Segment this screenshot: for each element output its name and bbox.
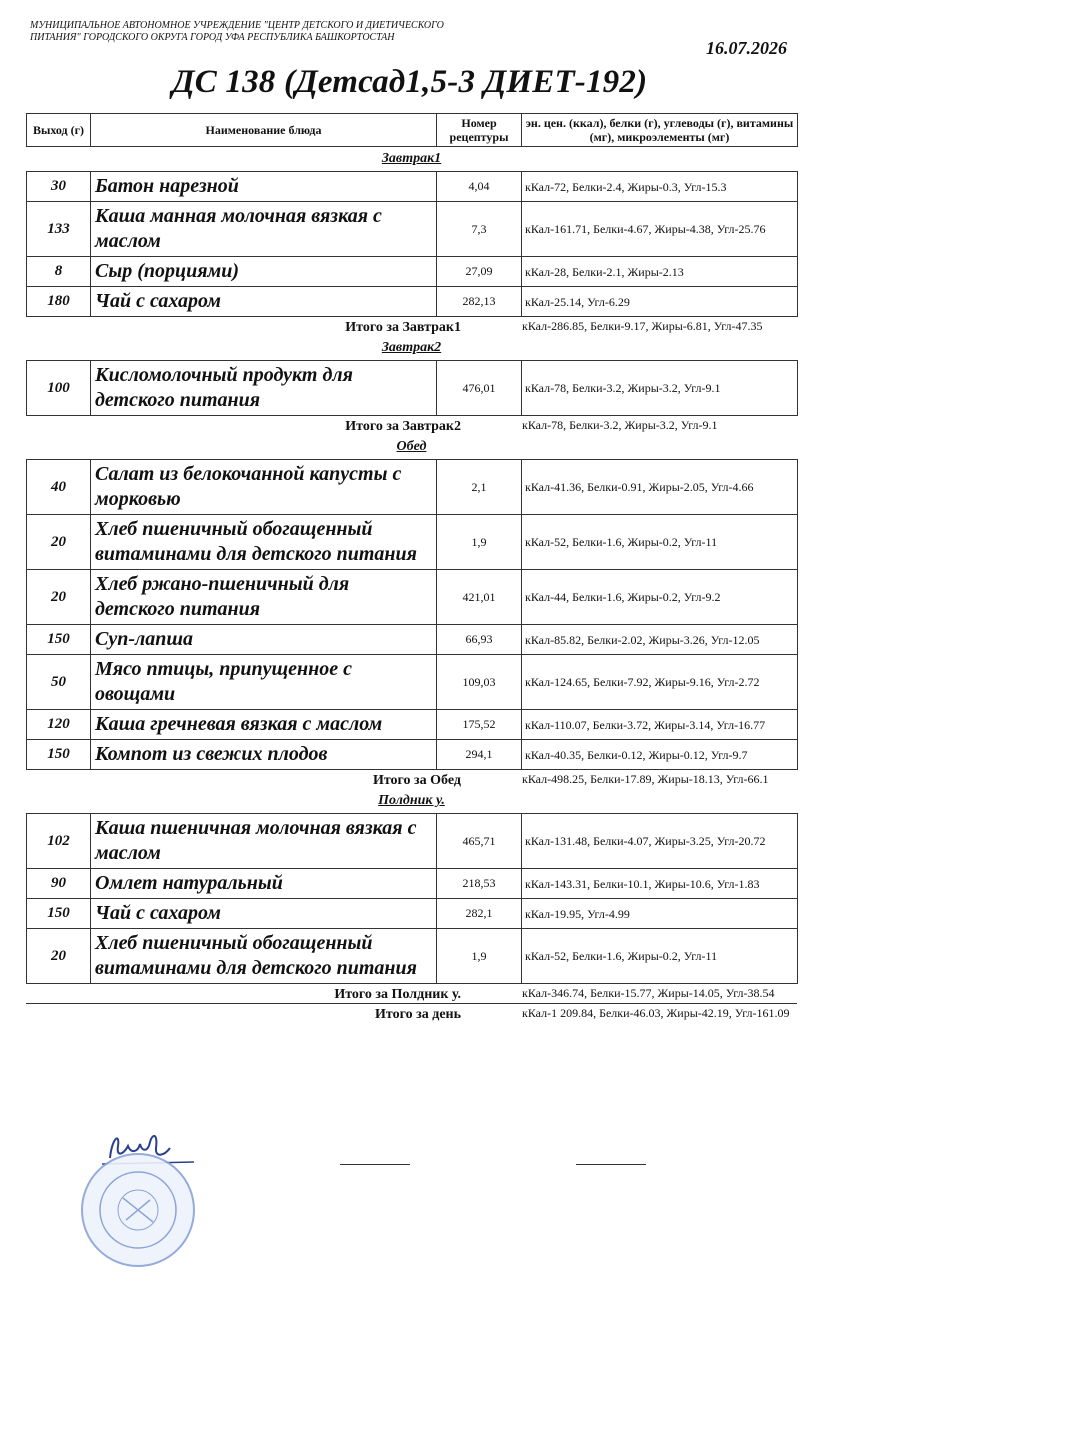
dish-name-cell: Чай с сахаром [91, 899, 437, 929]
table-row [27, 655, 798, 710]
nutrition-cell: кКал-72, Белки-2.4, Жиры-0.3, Угл-15.3 [522, 172, 798, 202]
dish-name-cell: Хлеб ржано-пшеничный для детского питания [91, 570, 437, 625]
table-row [27, 257, 798, 287]
nutrition-cell: кКал-110.07, Белки-3.72, Жиры-3.14, Угл-16.77 [522, 710, 798, 740]
output-cell: 8 [27, 257, 91, 287]
recipe-number-cell: 421,01 [437, 570, 522, 625]
day-total-value: кКал-1 209.84, Белки-46.03, Жиры-42.19, Угл-161.09 [522, 1006, 790, 1020]
recipe-number-cell: 27,09 [437, 257, 522, 287]
nutrition-cell: кКал-131.48, Белки-4.07, Жиры-3.25, Угл-20.72 [522, 814, 798, 869]
recipe-number-cell: 2,1 [437, 460, 522, 515]
output-cell: 180 [27, 287, 91, 317]
nutrition-cell: кКал-161.71, Белки-4.67, Жиры-4.38, Угл-25.76 [522, 202, 798, 257]
section-total-value: кКал-78, Белки-3.2, Жиры-3.2, Угл-9.1 [522, 418, 718, 432]
nutrition-cell: кКал-124.65, Белки-7.92, Жиры-9.16, Угл-2.72 [522, 655, 798, 710]
section-title: Завтрак1 [381, 151, 442, 166]
section-title: Завтрак2 [381, 340, 442, 355]
section-title: Обед [396, 439, 427, 454]
recipe-number-cell: 476,01 [437, 361, 522, 416]
day-total-row [26, 1004, 797, 1023]
nutrition-cell: кКал-143.31, Белки-10.1, Жиры-10.6, Угл-1.83 [522, 869, 798, 899]
table-row [27, 570, 798, 625]
dish-name-cell: Суп-лапша [91, 625, 437, 655]
table-row [27, 625, 798, 655]
recipe-number-cell: 465,71 [437, 814, 522, 869]
output-cell: 90 [27, 869, 91, 899]
output-cell: 150 [27, 899, 91, 929]
section-total-label: Итого за Полдник у. [334, 987, 461, 1002]
menu-body [26, 147, 797, 1003]
output-cell: 133 [27, 202, 91, 257]
nutrition-cell: кКал-52, Белки-1.6, Жиры-0.2, Угл-11 [522, 929, 798, 984]
table-row [27, 740, 798, 770]
recipe-number-cell: 7,3 [437, 202, 522, 257]
output-cell: 150 [27, 740, 91, 770]
nutrition-cell: кКал-25.14, Угл-6.29 [522, 287, 798, 317]
section-total-label: Итого за Обед [372, 773, 461, 788]
dish-name-cell: Кисломолочный продукт для детского питания [91, 361, 437, 416]
output-cell: 40 [27, 460, 91, 515]
section-table [26, 360, 798, 416]
recipe-number-cell: 294,1 [437, 740, 522, 770]
nutrition-cell: кКал-28, Белки-2.1, Жиры-2.13 [522, 257, 798, 287]
output-cell: 20 [27, 929, 91, 984]
output-cell: 102 [27, 814, 91, 869]
recipe-number-cell: 282,13 [437, 287, 522, 317]
nutrition-cell: кКал-52, Белки-1.6, Жиры-0.2, Угл-11 [522, 515, 798, 570]
output-cell: 20 [27, 515, 91, 570]
section-total-row [26, 984, 797, 1003]
stamp-seal [78, 1150, 198, 1270]
document-date: 16.07.2026 [706, 38, 787, 58]
section-total-value: кКал-498.25, Белки-17.89, Жиры-18.13, Угл-66.1 [522, 772, 769, 786]
table-row [27, 869, 798, 899]
nutrition-cell: кКал-41.36, Белки-0.91, Жиры-2.05, Угл-4.66 [522, 460, 798, 515]
dish-name-cell: Каша гречневая вязкая с маслом [91, 710, 437, 740]
organization-name: МУНИЦИПАЛЬНОЕ АВТОНОМНОЕ УЧРЕЖДЕНИЕ "ЦЕНТР ДЕТСКОГО И ДИЕТИЧЕСКОГО ПИТАНИЯ" ГОРОДСКОГО ОКРУГА ГОРОД УФА РЕСПУБЛИКА БАШКОРТОСТАН [30, 20, 444, 43]
section-table [26, 459, 798, 770]
output-cell: 30 [27, 172, 91, 202]
table-row [27, 460, 798, 515]
dish-name-cell: Хлеб пшеничный обогащенный витаминами для детского питания [91, 515, 437, 570]
recipe-number-cell: 175,52 [437, 710, 522, 740]
menu-sheet [26, 113, 797, 1023]
nutrition-cell: кКал-44, Белки-1.6, Жиры-0.2, Угл-9.2 [522, 570, 798, 625]
dish-name-cell: Компот из свежих плодов [91, 740, 437, 770]
column-header-output: Выход (г) [27, 114, 91, 147]
recipe-number-cell: 1,9 [437, 929, 522, 984]
section-title: Полдник у. [378, 793, 445, 808]
nutrition-cell: кКал-40.35, Белки-0.12, Жиры-0.12, Угл-9.7 [522, 740, 798, 770]
signature-area [78, 1128, 678, 1278]
recipe-number-cell: 1,9 [437, 515, 522, 570]
column-header-dish: Наименование блюда [91, 114, 437, 147]
dish-name-cell: Мясо птицы, припущенное с овощами [91, 655, 437, 710]
table-row [27, 899, 798, 929]
nutrition-cell: кКал-78, Белки-3.2, Жиры-3.2, Угл-9.1 [522, 361, 798, 416]
dish-name-cell: Хлеб пшеничный обогащенный витаминами для детского питания [91, 929, 437, 984]
table-row [27, 515, 798, 570]
section-total-value: кКал-346.74, Белки-15.77, Жиры-14.05, Угл-38.54 [522, 986, 775, 1000]
column-header-nutrition: эн. цен. (ккал), белки (г), углеводы (г), витамины (мг), микроэлементы (мг) [522, 114, 798, 147]
table-row [27, 710, 798, 740]
nutrition-cell: кКал-19.95, Угл-4.99 [522, 899, 798, 929]
table-row [27, 814, 798, 869]
table-row [27, 287, 798, 317]
section-total-row [26, 770, 797, 789]
section-total-value: кКал-286.85, Белки-9.17, Жиры-6.81, Угл-47.35 [522, 319, 763, 333]
dish-name-cell: Каша пшеничная молочная вязкая с маслом [91, 814, 437, 869]
section-total-label: Итого за Завтрак1 [345, 320, 461, 335]
nutrition-cell: кКал-85.82, Белки-2.02, Жиры-3.26, Угл-12.05 [522, 625, 798, 655]
dish-name-cell: Сыр (порциями) [91, 257, 437, 287]
recipe-number-cell: 66,93 [437, 625, 522, 655]
table-row [27, 172, 798, 202]
section-total-label: Итого за Завтрак2 [345, 419, 461, 434]
column-header-recipe: Номер рецептуры [437, 114, 522, 147]
recipe-number-cell: 109,03 [437, 655, 522, 710]
output-cell: 120 [27, 710, 91, 740]
dish-name-cell: Каша манная молочная вязкая с маслом [91, 202, 437, 257]
dish-name-cell: Салат из белокочанной капусты с морковью [91, 460, 437, 515]
header-table [26, 113, 798, 147]
section-total-row [26, 416, 797, 435]
output-cell: 100 [27, 361, 91, 416]
recipe-number-cell: 218,53 [437, 869, 522, 899]
dish-name-cell: Батон нарезной [91, 172, 437, 202]
menu-title: ДС 138 (Детсад1,5-3 ДИЕТ-192) [172, 64, 648, 100]
signature-line-2 [576, 1164, 646, 1165]
dish-name-cell: Омлет натуральный [91, 869, 437, 899]
section-table [26, 813, 798, 984]
day-total-label: Итого за день [375, 1007, 461, 1022]
table-row [27, 361, 798, 416]
output-cell: 50 [27, 655, 91, 710]
output-cell: 150 [27, 625, 91, 655]
output-cell: 20 [27, 570, 91, 625]
section-table [26, 171, 798, 317]
table-row [27, 202, 798, 257]
table-row [27, 929, 798, 984]
section-total-row [26, 317, 797, 336]
recipe-number-cell: 4,04 [437, 172, 522, 202]
recipe-number-cell: 282,1 [437, 899, 522, 929]
dish-name-cell: Чай с сахаром [91, 287, 437, 317]
signature-line-1 [340, 1164, 410, 1165]
